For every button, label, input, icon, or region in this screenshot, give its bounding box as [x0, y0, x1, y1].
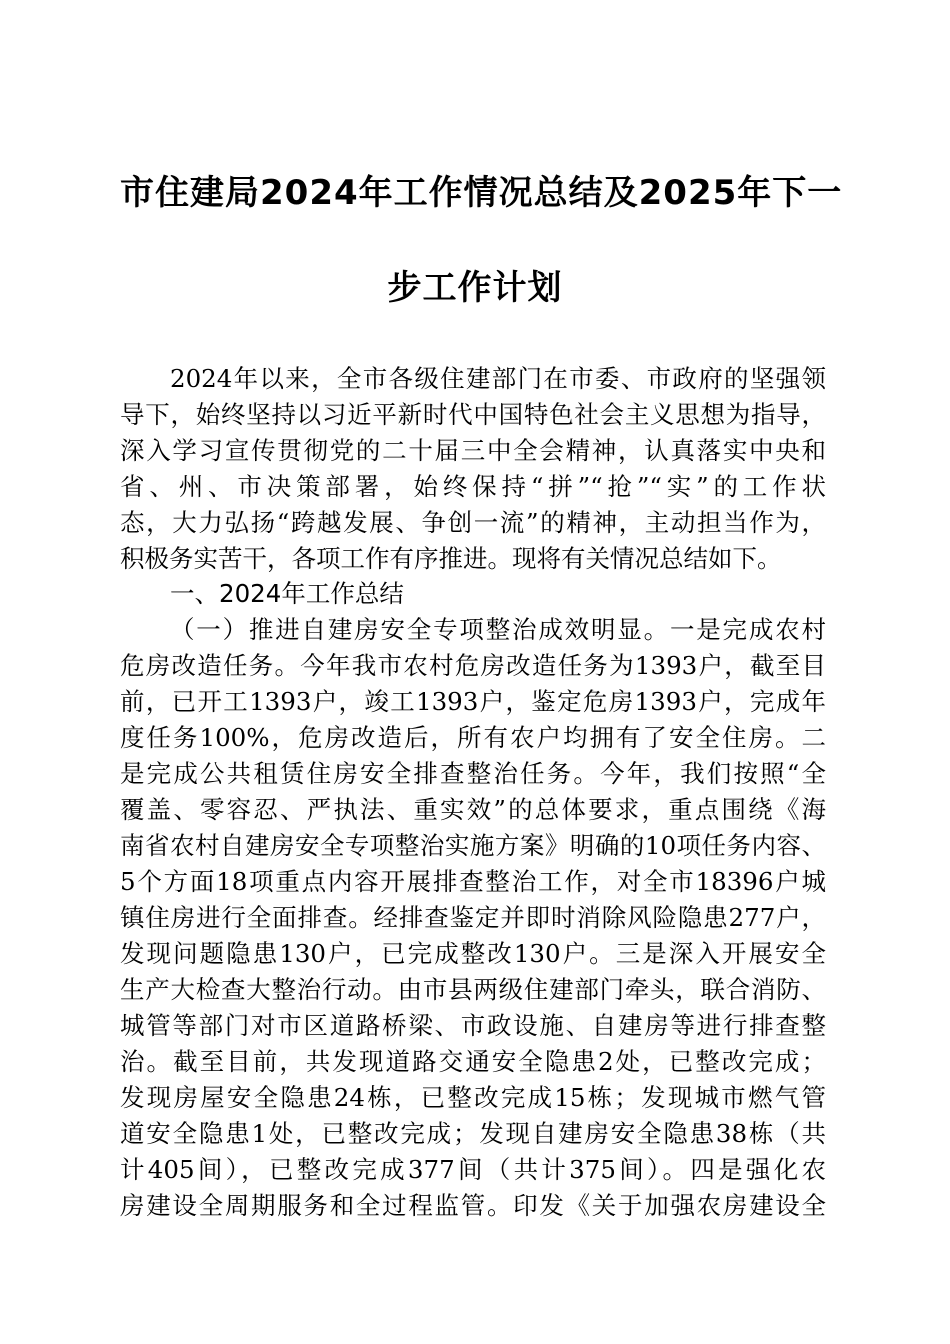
body-line: 前，已开工1393户，竣工1393户，鉴定危房1393户，完成年 [120, 687, 826, 716]
body-line: 城管等部门对市区道路桥梁、市政设施、自建房等进行排查整 [120, 1011, 826, 1040]
document-title-line-1: 市住建局2024年工作情况总结及2025年下一 [120, 173, 843, 213]
body-line: 发现房屋安全隐患24栋，已整改完成15栋；发现城市燃气管 [120, 1083, 826, 1112]
body-line: 镇住房进行全面排查。经排查鉴定并即时消除风险隐患277户， [120, 903, 826, 932]
body-line: 覆盖、零容忍、严执法、重实效”的总体要求，重点围绕《海 [120, 795, 826, 824]
body-line: 计405间），已整改完成377间（共计375间）。四是强化农 [120, 1155, 826, 1184]
intro-line: 导下，始终坚持以习近平新时代中国特色社会主义思想为指导， [120, 400, 826, 429]
document-title-line-2: 步工作计划 [387, 268, 563, 308]
body-line: 发现问题隐患130户，已完成整改130户。三是深入开展安全 [120, 939, 826, 968]
subsection-first-line-rest: 一是完成农村 [669, 615, 826, 644]
body-line: 是完成公共租赁住房安全排查整治任务。今年，我们按照“全 [120, 759, 826, 788]
intro-line: 2024年以来，全市各级住建部门在市委、市政府的坚强领 [170, 364, 826, 393]
body-line: 危房改造任务。今年我市农村危房改造任务为1393户，截至目 [120, 651, 826, 680]
intro-line: 深入学习宣传贯彻党的二十届三中全会精神，认真落实中央和 [120, 436, 826, 465]
intro-line: 省、州、市决策部署，始终保持“拼”“抢”“实”的工作状 [120, 472, 826, 501]
body-line: 房建设全周期服务和全过程监管。印发《关于加强农房建设全 [120, 1191, 826, 1220]
intro-line: 积极务实苦干，各项工作有序推进。现将有关情况总结如下。 [120, 544, 782, 573]
body-line: 生产大检查大整治行动。由市县两级住建部门牵头，联合消防、 [120, 975, 826, 1004]
body-line: 南省农村自建房安全专项整治实施方案》明确的10项任务内容、 [120, 831, 826, 860]
body-line: 治。截至目前，共发现道路交通安全隐患2处，已整改完成； [120, 1047, 826, 1076]
body-line: 道安全隐患1处，已整改完成；发现自建房安全隐患38栋（共 [120, 1119, 826, 1148]
subsection-first-line [170, 613, 826, 647]
section-heading: 一、2024年工作总结 [170, 579, 404, 608]
subsection-lead: （一）推进自建房安全专项整治成效明显。 [170, 615, 670, 644]
intro-line: 态，大力弘扬“跨越发展、争创一流”的精神，主动担当作为， [120, 508, 826, 537]
body-line: 5个方面18项重点内容开展排查整治工作，对全市18396户城 [120, 867, 826, 896]
body-line: 度任务100%，危房改造后，所有农户均拥有了安全住房。二 [120, 723, 826, 752]
